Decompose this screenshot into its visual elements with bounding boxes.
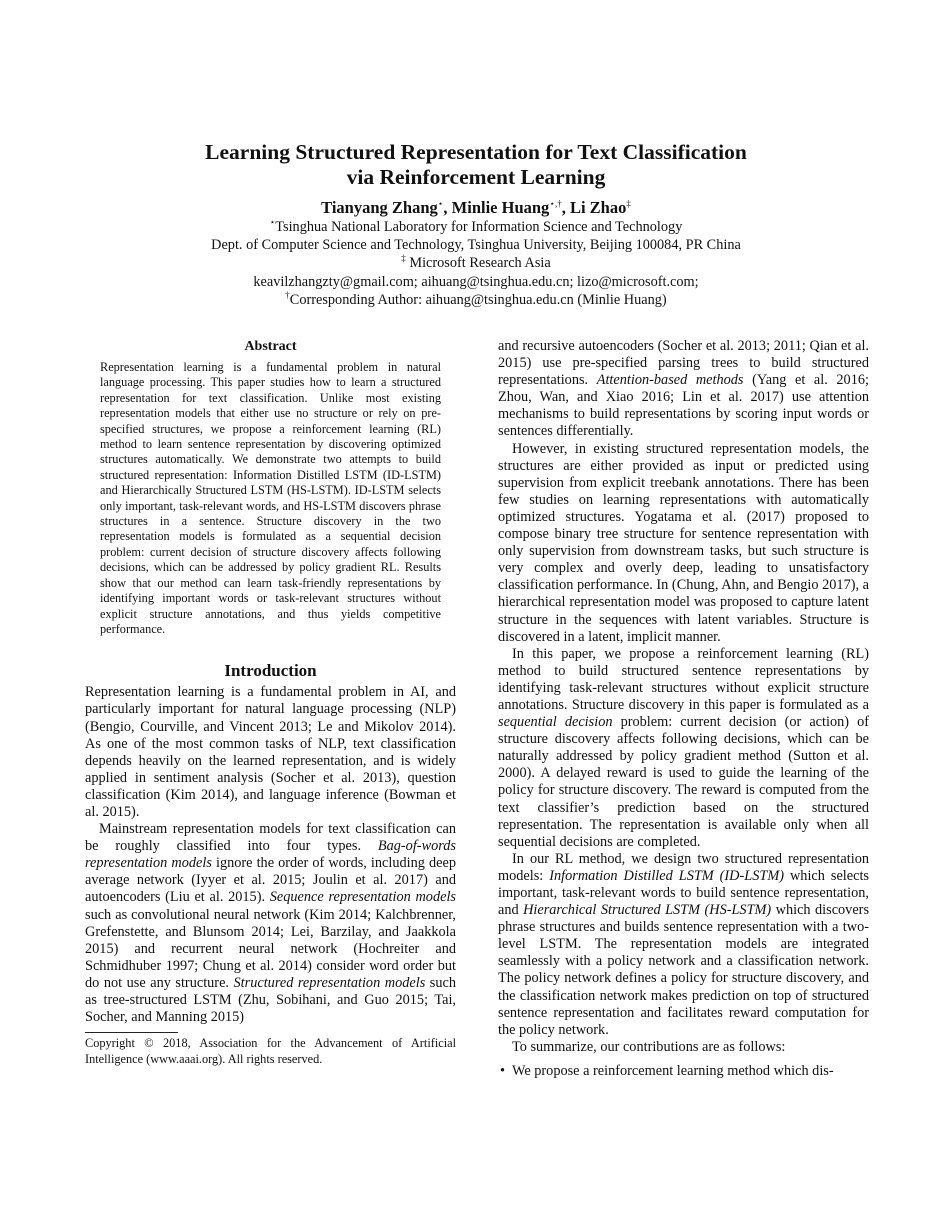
intro-paragraph-3: However, in existing structured representation models, the structures are either provided as input or predicted using supervision from explicit treebank annotations. There has been few studies on learning representations with automatically optimized structures. Yogatama et al. (2017) proposed to compose binary tree structure for sentence representation with only supervision from downstream tasks, but such structure is very complex and overly deep, leading to unsatisfactory classification performance. In (Chung, Ahn, and Bengio 2017), a hierarchical representation model was proposed to capture latent structure in the sequences with latent variables. Structure is discovered in a latent, implicit manner. [498,440,869,645]
left-column [85,338,456,1067]
intro-paragraph-1: Representation learning is a fundamental problem in AI, and particularly important for natural language processing (NLP) (Bengio, Courville, and Vincent 2013; Le and Mikolov 2014). As one of the most common tasks of NLP, text classification depends heavily on the learned representation, and is widely applied in sentiment analysis (Socher et al. 2013), question classification (Kim 2014), and language inference (Bowman et al. 2015). [85,684,456,820]
emphasis-text: Attention-based methods [596,372,744,389]
emphasis-text: Hierarchical Structured LSTM (HS-LSTM) [523,902,772,919]
text-run: (Yang et al. 2016; Zhou, Wan, and Xiao 2016; Lin et al. 2017) use attention mechanisms to build representations by scoring input words or sentences differentially. [498,372,869,440]
intro-paragraph-5 [498,851,869,1039]
author-mark: ⋆ [437,198,444,209]
text-run: In our RL method, we design two structured representation models: [498,850,869,884]
emphasis-text: Information Distilled LSTM (ID-LSTM) [549,867,784,884]
title-line-1: Learning Structured Representation for Text Classification [205,140,747,164]
author-mark: ⋆,† [549,198,562,209]
author-emails: keavilzhangzty@gmail.com; aihuang@tsinghua.edu.cn; lizo@microsoft.com; [253,273,699,290]
text-run: which discovers phrase structures and builds sentence representation with a two-level LSTM. The representation models are integrated seamlessly with a policy network and a classification network. The policy network defines a policy for structure discovery, and the classification network makes prediction on top of structured sentence representation and facilitates reward computation for the policy network. [498,902,870,1038]
corresponding-author [0,291,952,309]
corresponding-text: Corresponding Author: aihuang@tsinghua.edu.cn (Minlie Huang) [289,291,667,308]
corresponding-mark: † [285,290,290,301]
affiliation-3 [0,254,952,272]
text-run: ignore the order of words, including deep average network (Iyyer et al. 2015; Joulin et al. 2017) and autoencoders (Liu et al. 2015). [85,855,456,906]
intro-paragraph-6: To summarize, our contributions are as follows: [512,1038,786,1055]
text-run: such as convolutional neural network (Kim 2014; Kalchbrenner, Grefenstette, and Blunsom 2014; Lei, Barzilay, and Jaakkola 2015) and recurrent neural network (Hochreiter and Schmidhuber 1997; Chung et al. 2014) consider word order but do not use any structure. [85,906,456,991]
affiliation-text: Microsoft Research Asia [405,255,551,272]
paper-header [0,140,952,309]
affiliation-1 [0,218,952,236]
emphasis-text: Structured representation models [233,974,426,991]
affiliation-mark: ⋆ [269,217,276,228]
contribution-item: • We propose a reinforcement learning method which dis- [498,1063,869,1080]
intro-paragraph-4 [498,646,869,851]
text-run: problem: current decision (or action) of structure discovery affects following decisions, which can be naturally addressed by policy gradient method (Sutton et al. 2000). A delayed reward is used to guide the learning of the policy for structure discovery. The reward is computed from the text classifier’s prediction based on the structured representation. The representation is available only when all sequential decisions are completed. [498,714,870,850]
paper-title [0,140,952,190]
author-name: Li Zhao [569,198,627,217]
emphasis-text: sequential decision [498,714,613,731]
copyright-footnote: Copyright © 2018, Association for the Advancement of Artificial Intelligence (www.aaai.org). All rights reserved. [85,1036,456,1066]
text-run: such as tree-structured LSTM (Zhu, Sobihani, and Guo 2015; Tai, Socher, and Manning 2015) [85,974,457,1026]
footnote-divider [85,1032,178,1033]
author-list: Tianyang Zhang⋆, Minlie Huang⋆,†, Li Zhao‡ [321,198,631,217]
affiliation-text: Tsinghua National Laboratory for Information Science and Technology [275,219,683,235]
emphasis-text: Sequence representation models [269,889,456,906]
abstract-text: Representation learning is a fundamental problem in natural language processing. This paper studies how to learn a structured representation for text classification. Unlike most existing representation models that either use no structure or rely on pre-specified structures, we propose a reinforcement learning (RL) method to learn sentence representation by discovering optimized structures automatically. We demonstrate two attempts to build structured representation: Information Distilled LSTM (ID-LSTM) and Hierarchically Structured LSTM (HS-LSTM). ID-LSTM selects only important, task-relevant words, and HS-LSTM discovers phrase structures in a sentence. Structure discovery in the two representation models is formulated as a sequential decision problem: current decision of structure discovery affects following decisions, which can be addressed by policy gradient RL. Results show that our method can learn task-friendly representations by identifying important words or task-relevant structures without explicit structure annotations, and thus yields competitive performance. [100,360,441,636]
author-name: Tianyang Zhang [321,198,438,217]
emphasis-text: Bag-of-words representation models [85,838,456,872]
affiliation-mark: ‡ [401,253,406,264]
intro-paragraph-2-continued [498,338,869,441]
title-line-2: via Reinforcement Learning [346,165,606,189]
intro-paragraph-2 [85,821,456,1026]
text-run: In this paper, we propose a reinforcement learning (RL) method to build structured sentence representations by identifying task-relevant structures without explicit structure annotations. Structure discovery in this paper is formulated as a [498,645,869,713]
text-run: which selects important, task-relevant words to build sentence representation, and [498,867,869,919]
affiliation-2: Dept. of Computer Science and Technology, Tsinghua University, Beijing 100084, PR China [211,237,741,254]
author-mark: ‡ [626,198,631,209]
introduction-heading: Introduction [224,661,317,681]
author-name: Minlie Huang [451,198,550,217]
text-run: Mainstream representation models for text classification can be roughly classified into four types. [85,821,456,855]
text-run: and recursive autoencoders (Socher et al. 2013; 2011; Qian et al. 2015) use pre-specified parsing trees to build structured representations. [498,338,869,389]
contributions-list [498,1063,869,1080]
abstract-heading: Abstract [244,339,297,354]
right-column [498,338,869,1080]
